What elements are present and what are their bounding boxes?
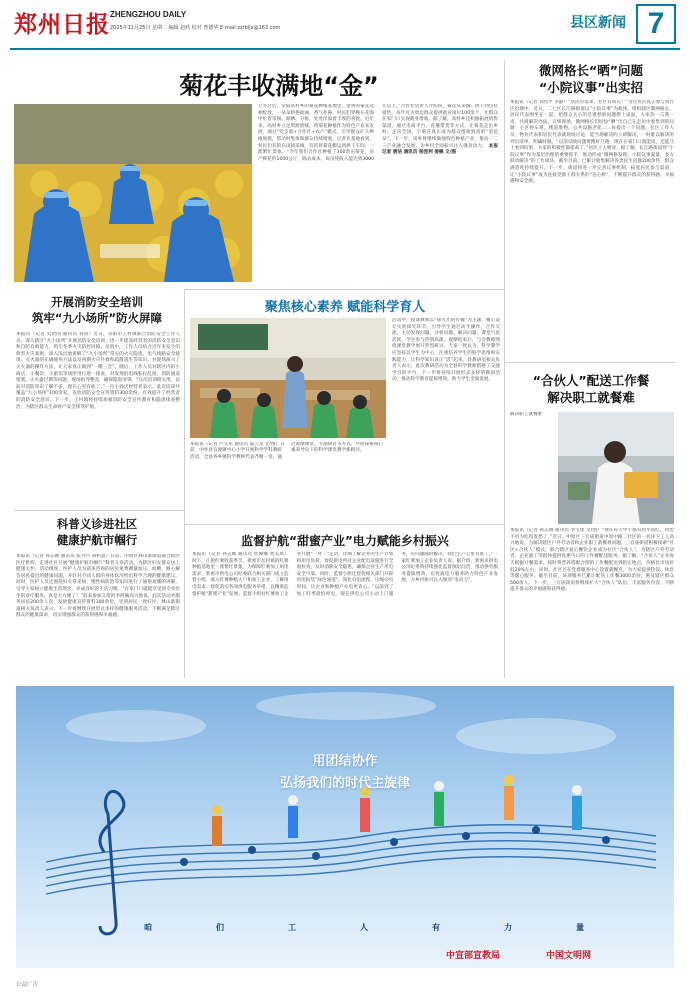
- newspaper-english-name: ZHENGZHOU DAILY: [110, 10, 187, 19]
- article-body-power-rural: 本报讯（记者 孙志刚 通讯员 杜俊娜 黄美琪）时下，正值红薯收获季节，新密市岳村镇的红薯种植基地里一派繁忙景象。为保障红薯加工用电需求，新密市供电公司纪委联合相关部门成立监督小组，深入红薯种植大户和加工企业，了解用电需求，督促落实各项供电服务举措，以精准监督护航“甜蜜产业”发展。监督小组对红薯加工企业开展“一对一”走访，详细了解企业的生产计划和用电负荷，督促供电所对企业配电设施进行全面检查，及时消除安全隐患，确保企业生产用电安全可靠。同时，监督小组还督促相关部门开辟用电报装“绿色通道”，简化办电流程，压缩办电时间，让企业和种植户办电更省心。“以前到了加工旺季最怕停电，现在供电公司主动上门服务，有问题随时解决，我们生产心里有底了。”一家红薯加工企业负责人说。据介绍，新密市供电公司纪委将持续强化监督执纪问责，推动供电服务提质增效，以优质电力服务助力特色产业发展，为乡村振兴注入强劲“电动力”。: [192, 552, 498, 597]
- row-divider-right: [504, 362, 676, 363]
- headline-community-clinic-line2: 健康护航市帼行: [56, 533, 138, 547]
- article-body-community-clinic: 本报讯（记者 孙志刚 通讯员 张丹丹 胡积盈）日前，中原区林山寨街道联合辖区医疗机构，走进社区开展“健康护航巾帼行”科普义诊活动，为辖区妇女群众送上健康关怀。活动现场，医护人员为前来咨询的居民免费测量血压、血糖，耐心解答居民提出的健康问题，并针对不同人群的身体状况给出科学合理的健康建议。同时，医护人员还围绕妇女常见病、慢性病防治等知识进行了通俗易懂的讲解，引导大家树立健康生活理念，养成良好的生活习惯。“在家门口就能享受到专业医生的诊疗服务，真是太方便了！”前来参加义诊的李阿姨高兴地说。此次活动共服务居民200余人次，发放健康宣传资料300余份，受到居民一致好评。林山寨街道相关负责人表示，下一步将继续开展形式多样的健康服务活动，不断满足辖区群众的健康需求，切实增强群众的获得感和幸福感。: [16, 554, 180, 619]
- headline-micro-grid-line2: “小院议事”出实招: [539, 80, 643, 95]
- article-text-chrysanthemum: 立冬过后，荥阳高村乡的菊花种植基地里，金黄的菊花竞相绽放，一朵朵娇艳欲滴、香气扑鼻，村民们穿梭在花海中忙着采摘、晾晒、分拣，处处洋溢着丰收的喜悦。近年来，高村乡立足资源禀赋，将菊花种植作为特色产业来发展，通过“党支部+合作社+农户”模式，引导群众扩大种植规模，带动村集体和群众持续增收。记者在基地看到，村民们有的在田间采摘，有的将菊花搬运到烘干车间，一派繁忙景象。“今年我们合作社种植了300余亩菊花，亩产鲜花约1000公斤，除去成本，每亩纯收入能达到3000元以上。”合作社负责人介绍说，菊花从采摘、烘干到包装销售，每年可为周边群众提供就业岗位100余个，让群众在家门口实现就业增收。据了解，高村乡还积极拓展销售渠道，通过电商平台、直播带货等方式，让菊花走出乡村、走向全国，小菊花真正成为群众增收致富的“金花朵”。下一步，该乡将继续做强特色种植产业，推动一二三产业融合发展，为乡村全面振兴注入强劲动力。: [258, 104, 498, 162]
- banner-sponsor-2: 中国文明网: [546, 951, 592, 961]
- column-divider-right: [504, 60, 505, 678]
- headline-partner-delivery-line1: “合伙人”配送工作餐: [532, 373, 650, 388]
- headline-fire-safety-line1: 开展消防安全培训: [51, 295, 143, 309]
- photo-science-classroom: [190, 318, 386, 438]
- headline-fire-safety-line2: 筑牢“九小场所”防火屏障: [31, 311, 163, 325]
- headline-science-education: 聚焦核心素养 赋能科学育人: [264, 300, 426, 315]
- headline-partner-delivery-line2: 解决职工就餐难: [547, 390, 635, 405]
- headline-community-clinic-line1: 科普义诊进社区: [56, 517, 138, 531]
- banner-sponsor-1: 中宣部宣教局: [446, 951, 501, 961]
- headline-chrysanthemum: 菊花丰收满地“金”: [179, 72, 379, 100]
- row-divider-top: [184, 289, 504, 290]
- section-title: 县区新闻: [570, 15, 626, 31]
- column-divider-left: [184, 290, 185, 678]
- banner-lyric-char-1: 咱: [144, 923, 152, 932]
- article-body-fire-safety: 本报讯（记者 史治国 通讯员 谷清）近日，荥阳市王村镇联合消防安全工作人员，深入辖区“九小场所”开展消防安全培训，进一步提高经营者的消防安全意识和自防自救能力，筑牢冬季火灾防控屏障。培训中，工作人员结合近年来发生的典型火灾案例，深入浅出地讲解了“九小场所”常见的火灾隐患、电气线路安全使用、灭火器的正确使用方法以及初期火灾扑救和疏散逃生等知识，并现场演示了灭火器的操作方法，让大家真正做到“一懂三会”。随后，工作人员对辖区内的小商店、小餐饮、小旅馆等场所进行逐一排查，对发现的电线私拉乱接、消防通道堵塞、灭火器过期等问题，现场指导整改，确保隐患清零。“这次培训很实用，以前对消防知识了解不多，现在心里有底了。”一位小商店经营者表示。此次培训共覆盖“九小场所”100余家，发放消防安全宣传资料300余份，有效提升了经营者的消防安全意识。下一步，王村镇将持续加强消防安全宣传教育和隐患排查整治，为辖区群众生命财产安全保驾护航。: [16, 332, 180, 410]
- article-body-partner-delivery: 本报讯（记者 孙志刚 通讯员 李宝莲 文/图）“现在每天中午都有热乎饭吃，再也不用为吃饭发愁了。”近日，中原区三官庙街道中原中路二社区的一名环卫工人高兴地说。为解决辖区户外劳动者和企业职工就餐难问题，三官庙街道积极探索“社区+合伙人”模式，联合辖区爱心餐饮企业成为社区“合伙人”，为辖区户外劳动者、企业职工等群体提供优惠可口的工作餐配送服务。据了解，“合伙人”企业每天根据订餐需求，按时将营养搭配合理的工作餐配送到指定地点，价格比市场价低20%左右。同时，社区还在党群服务中心设置就餐点，为大家提供热饭、休息等暖心服务。截至目前，该项服务已累计配送工作餐3000余份，惠及辖区群众500余人。下一步，三官庙街道将继续扩大“合伙人”队伍，丰富服务内容，不断提升群众的幸福感和获得感。: [510, 528, 674, 593]
- headline-power-rural: 监督护航“甜蜜产业”电力赋能乡村振兴: [241, 534, 449, 548]
- photo-meal-delivery: [558, 412, 674, 524]
- headline-micro-grid: [508, 62, 674, 96]
- banner-lyric-char-4: 人: [360, 923, 368, 932]
- banner-title-line1: 用团结协作: [312, 754, 378, 769]
- photo-caption-science: 本报讯（记者 卢文军 通讯员 董云龙 文/图）日前，中牟县官渡镇中心小学开展科学学科教研活动，全县各乡镇科学教师代表齐聚一堂，通过观摩课堂、专题研讨等方式，共同探索核心素养导向下的科学课堂教学新路径。: [190, 442, 383, 460]
- banner-title-line2: 弘扬我们的时代主旋律: [279, 776, 410, 791]
- banner-lyric-char-6: 力: [504, 923, 512, 932]
- ad-label: 公益广告: [16, 982, 39, 988]
- headline-partner-delivery: [508, 372, 674, 406]
- banner-lyric-char-2: 们: [216, 923, 224, 932]
- masthead-divider: [10, 48, 680, 50]
- article-body-micro-grid: 本报讯（记者 刘伟平 李静）“居民有需求，社区有回应！”为让居民真正参与到社区治理中，近日，二七区长江路街道以“小院议事”为载体，组织辖区微网格长、居民代表围坐在一起，把群众关心的急难愁盼问题摆上桌面，大家你一言我一语，共商解决办法。议事现场，微网格长们纷纷“晒”出自己在走访中收集到的问题：小区停车难、楼道堆物、公共设施老化……每提出一个问题，社区工作人员、物业代表和居民代表就现场讨论，能当场解决的立即解决，一时难以解决的列出清单、明确时限。“以前反映问题要跑好几趟，现在在家门口就能说，还能马上看到结果，大家的积极性都提高了。”居民王大姐说。据了解，长江路街道将“小院议事”作为基层治理的重要抓手，推动形成“微网格发现、小院议事商量、多方联动解决”的工作闭环，截至目前，已累计收集解决各类民生问题200余件，群众满意度持续提升。下一步，街道将进一步完善议事机制，拓宽居民参与渠道，让“小院议事”成为连接党群干群关系的“连心桥”，不断提升群众的获得感、幸福感和安全感。: [510, 100, 674, 185]
- page-number: 7: [636, 4, 676, 44]
- headline-micro-grid-line1: 微网格长“晒”问题: [539, 63, 643, 78]
- article-body-science-education: 活动中，授课教师以“探究光的传播”为主题，精心设计实验探究环节，引导学生通过动手操作、合作交流，主动发现问题、分析问题、解决问题，课堂气氛活跃，学生参与热情高涨。观摩结束后，与会教师围绕课堂教学展开热烈研讨，大家一致认为，科学教学应坚持以学生为中心，注重培养学生的科学思维和实践能力，让科学知识真正“活”起来。县教研室相关负责人表示，此次教研活动为全县科学教师搭建了交流学习的平台，下一步将持续开展形式多样的教研活动，推动科学教育提质增效，助力学生全面发展。: [392, 318, 500, 383]
- headline-fire-safety: [14, 294, 180, 326]
- row-divider-middle: [184, 524, 504, 525]
- headline-community-clinic: [14, 516, 180, 548]
- row-divider-left: [14, 510, 184, 511]
- public-service-ad-banner: [16, 686, 674, 968]
- article-body-partner-delivery-intro: [510, 412, 554, 524]
- article-body-chrysanthemum: [258, 104, 498, 280]
- banner-lyric-char-7: 量: [576, 923, 584, 932]
- banner-lyric-char-3: 工: [288, 923, 296, 932]
- issue-meta: 2025年11月25日 星期二 编辑 赵欣 校对 曾德华 E-mail:zzrbljx@163.com: [110, 25, 281, 31]
- byline-chrysanthemum: 本报记者 唐洁 通讯员 杨涅利 姜楠 文/图: [382, 143, 498, 156]
- banner-lyric-char-5: 有: [432, 923, 440, 932]
- newspaper-logo: 郑州日报: [14, 11, 110, 38]
- photo-chrysanthemum-harvest: [14, 104, 252, 282]
- article-text-partner-delivery-intro: 解决职工就餐难: [510, 412, 543, 417]
